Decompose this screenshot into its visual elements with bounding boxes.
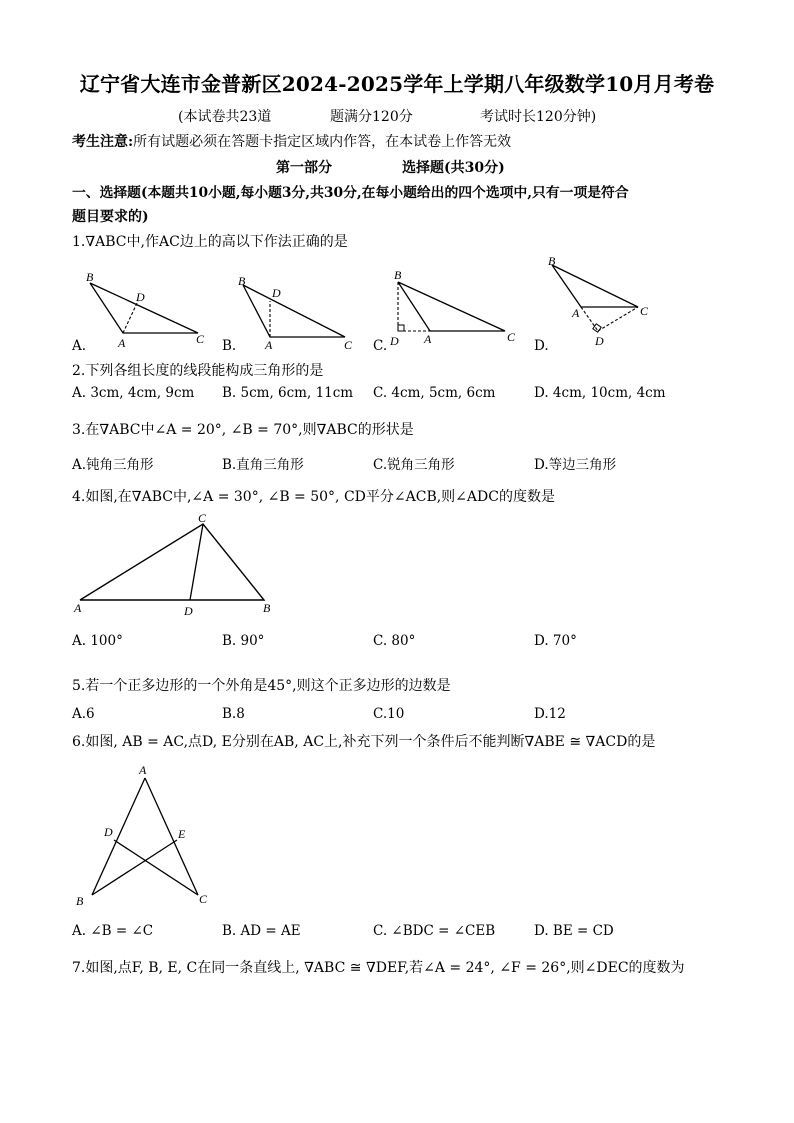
q1a-label-c: C bbox=[196, 332, 205, 346]
q6-label-d: D bbox=[104, 825, 113, 839]
part-title: 选择题(共30分) bbox=[402, 160, 505, 176]
q6-figure bbox=[70, 760, 220, 910]
q3-option-d[interactable]: D.等边三角形 bbox=[534, 457, 617, 473]
q1d-label-a: A bbox=[572, 306, 580, 320]
q1d-label-c: C bbox=[640, 304, 649, 318]
q5-option-c[interactable]: C.10 bbox=[373, 706, 405, 722]
notice-label: 考生注意: bbox=[72, 134, 134, 150]
q1-figure-a bbox=[86, 270, 205, 350]
q1-figure-c bbox=[389, 268, 516, 348]
q1-figure-d bbox=[548, 255, 649, 348]
q4-figure bbox=[70, 508, 290, 620]
section-heading-line1: 一、选择题(本题共10小题,每小题3分,共30分,在每小题给出的四个选项中,只有一项是符合 bbox=[72, 185, 629, 201]
q6-option-d[interactable]: D. BE = CD bbox=[534, 923, 614, 939]
q6-label-c: C bbox=[199, 892, 208, 906]
q1b-label-c: C bbox=[344, 338, 353, 352]
q1-stem: 1.∇ABC中,作AC边上的高以下作法正确的是 bbox=[72, 234, 348, 250]
q1-figures bbox=[60, 255, 740, 355]
q2-option-b[interactable]: B. 5cm, 6cm, 11cm bbox=[222, 385, 354, 401]
q4-label-d: D bbox=[184, 604, 193, 618]
q4-option-a[interactable]: A. 100° bbox=[72, 633, 123, 649]
q1-option-b[interactable]: B. bbox=[222, 338, 237, 354]
q1c-label-c: C bbox=[507, 330, 516, 344]
q4-label-b: B bbox=[263, 601, 271, 615]
q6-label-b: B bbox=[76, 894, 84, 908]
q1c-label-d: D bbox=[390, 334, 399, 348]
q1d-label-d: D bbox=[595, 334, 604, 348]
q6-option-a[interactable]: A. ∠B = ∠C bbox=[72, 923, 154, 939]
q1-option-c[interactable]: C. bbox=[373, 338, 388, 354]
q3-stem: 3.在∇ABC中∠A = 20°, ∠B = 70°,则∇ABC的形状是 bbox=[72, 422, 414, 438]
page-title: 辽宁省大连市金普新区2024-2025学年上学期八年级数学10月月考卷 bbox=[79, 72, 715, 96]
q3-option-a[interactable]: A.钝角三角形 bbox=[72, 457, 154, 473]
q6-label-e: E bbox=[178, 827, 186, 841]
q1c-label-a: A bbox=[424, 332, 432, 346]
q4-label-c: C bbox=[198, 511, 207, 525]
q1a-label-a: A bbox=[118, 336, 126, 350]
q5-option-d[interactable]: D.12 bbox=[534, 706, 566, 722]
q1b-label-b: B bbox=[238, 274, 246, 288]
notice bbox=[72, 131, 511, 151]
q2-option-a[interactable]: A. 3cm, 4cm, 9cm bbox=[72, 385, 195, 401]
subtitle-score: 题满分120分 bbox=[330, 109, 413, 125]
q4-option-b[interactable]: B. 90° bbox=[222, 633, 265, 649]
q6-stem: 6.如图, AB = AC,点D, E分别在AB, AC上,补充下列一个条件后不能判断∇ABE ≅ ∇ACD的是 bbox=[72, 734, 656, 750]
subtitle-time: 考试时长120分钟) bbox=[480, 109, 597, 125]
q5-option-b[interactable]: B.8 bbox=[222, 706, 245, 722]
q6-label-a: A bbox=[139, 763, 147, 777]
q1c-label-b: B bbox=[394, 268, 402, 282]
q7-stem: 7.如图,点F, B, E, C在同一条直线上, ∇ABC ≅ ∇DEF,若∠A = 24°, ∠F = 26°,则∠DEC的度数为 bbox=[72, 960, 685, 976]
q4-label-a: A bbox=[74, 601, 82, 615]
subtitle-questions: (本试卷共23道 bbox=[178, 109, 272, 125]
part-name: 第一部分 bbox=[276, 160, 332, 176]
notice-text: 所有试题必须在答题卡指定区域内作答，在本试卷上作答无效 bbox=[133, 134, 512, 150]
q5-option-a[interactable]: A.6 bbox=[72, 706, 95, 722]
q2-stem: 2.下列各组长度的线段能构成三角形的是 bbox=[72, 363, 324, 379]
q6-option-c[interactable]: C. ∠BDC = ∠CEB bbox=[373, 923, 496, 939]
q2-option-c[interactable]: C. 4cm, 5cm, 6cm bbox=[373, 385, 496, 401]
q1-figure-b bbox=[238, 274, 353, 352]
q1-option-d[interactable]: D. bbox=[534, 338, 549, 354]
q1d-label-b: B bbox=[548, 255, 556, 268]
q4-option-c[interactable]: C. 80° bbox=[373, 633, 416, 649]
q4-option-d[interactable]: D. 70° bbox=[534, 633, 577, 649]
q1-option-a[interactable]: A. bbox=[72, 338, 87, 354]
q5-stem: 5.若一个正多边形的一个外角是45°,则这个正多边形的边数是 bbox=[72, 678, 451, 694]
q6-option-b[interactable]: B. AD = AE bbox=[222, 923, 301, 939]
q2-option-d[interactable]: D. 4cm, 10cm, 4cm bbox=[534, 385, 666, 401]
q1a-label-b: B bbox=[86, 270, 94, 284]
q4-stem: 4.如图,在∇ABC中,∠A = 30°, ∠B = 50°, CD平分∠ACB,则∠ADC的度数是 bbox=[72, 489, 555, 505]
q1b-label-d: D bbox=[272, 286, 281, 300]
q1a-label-d: D bbox=[136, 290, 145, 304]
q3-option-c[interactable]: C.锐角三角形 bbox=[373, 457, 455, 473]
q3-option-b[interactable]: B.直角三角形 bbox=[222, 457, 304, 473]
q1b-label-a: A bbox=[265, 338, 273, 352]
section-heading-line2: 题目要求的) bbox=[72, 209, 149, 225]
